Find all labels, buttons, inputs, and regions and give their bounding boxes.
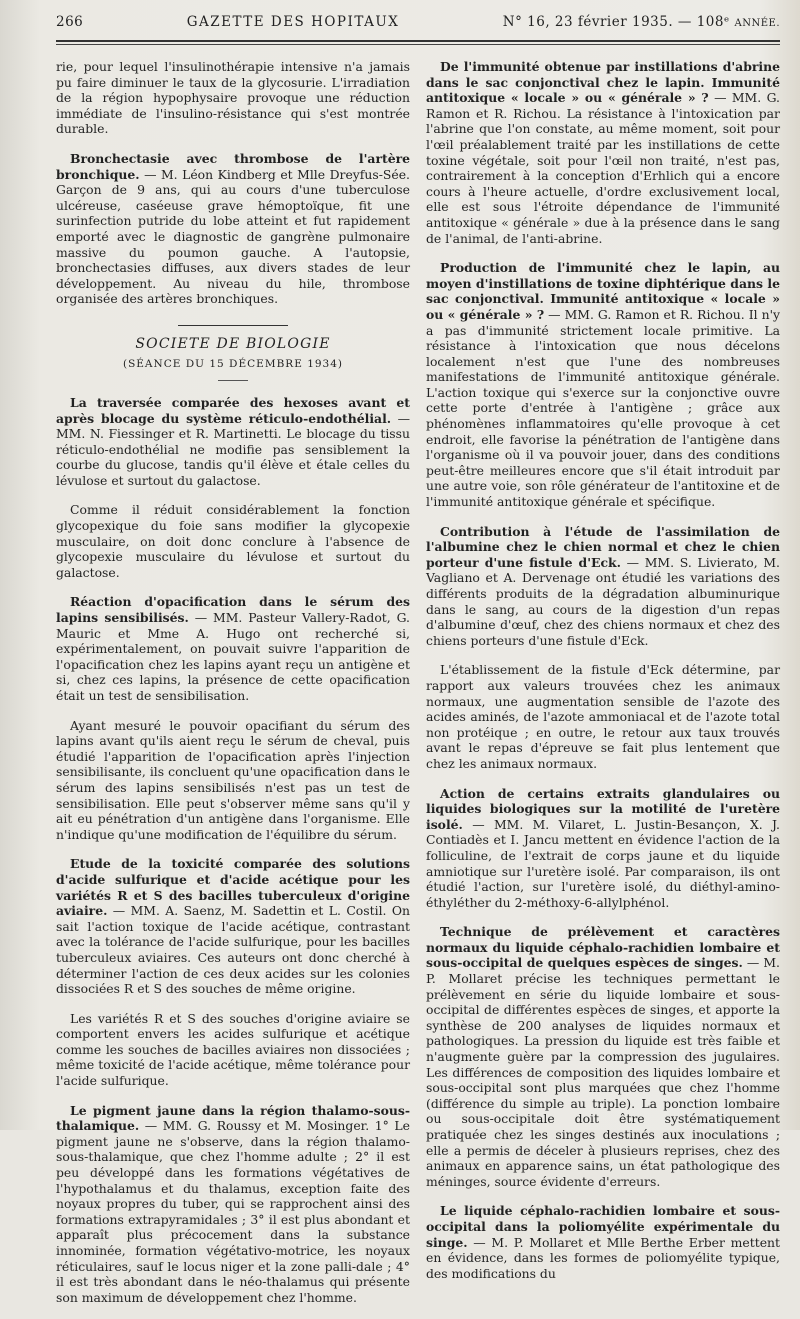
paragraph-heading: Réaction d'opacification dans le sérum des lapins sensibilisés.: [56, 594, 410, 626]
section-date: (SÉANCE DU 15 DÉCEMBRE 1934): [122, 357, 344, 370]
paragraph-heading: Action de certains extraits glandulaires ou liquides biologiques sur la motilité de l'uretère isolé.: [426, 785, 780, 832]
paragraph: [56, 594, 410, 703]
paragraph: [426, 524, 780, 649]
paragraph-heading: Etude de la toxicité comparée des solutions d'acide sulfurique et d'acide acétique pour les variétés R et S des bacilles tuberculeux d'origine aviaire.: [56, 856, 410, 919]
paragraph-body: — MM. G. Ramon et R. Richou. La résistance à l'intoxication par l'abrine que l'on constate, au même moment, soit pour l'œil préalablement traité par les instillations de cette toxine végétale, soit pour l'œil non traité, n'est pas, contrairement à la conception d'Erhlich qui a encore cours à l'heure actuelle, d'ordre exclusivement local, elle est sous l'étroite dépendance de l'immunité antitoxique « générale » due à la présence dans le sang de l'animal, de l'anti-abrine.: [426, 90, 780, 246]
paragraph: L'établissement de la fistule d'Eck détermine, par rapport aux valeurs trouvées chez les animaux normaux, une augmentation sensible de l'azote des acides aminés, de l'azote ammoniacal et de l'azote total non protéique ; en outre, le retour aux taux trouvés avant le repas d'épreuve se fait plus lentement que chez les animaux normaux.: [426, 662, 780, 771]
page-number: 266: [56, 14, 84, 30]
paragraph-body: — MM. Pasteur Vallery-Radot, G. Mauric et Mme A. Hugo ont recherché si, expérimentalement, on pouvait suivre l'apparition de l'opacification chez les lapins ayant reçu un antigène et si, chez ces lapins, la présence de cette opacification était un test de sensibilisation.: [56, 610, 410, 703]
section-rule: [178, 325, 288, 326]
paragraph-body: — M. P. Mollaret précise les techniques permettant le prélèvement en série du liquide lombaire et sous-occipital de différentes espèces de singes, et apporte la synthèse de 200 analyses de liquides normaux et pathologiques. La pression du liquide est très faible et n'augmente guère par la compression des jugulaires. Les différences de composition des liquides lombaire et sous-occipital sont plus marquées que chez l'homme (différence du simple au triple). La ponction lombaire ou sous-occipitale doit être systématiquement pratiquée chez les singes destinés aux inoculations ; elle a permis de déceler à plusieurs reprises, chez des animaux en apparence sains, un état pathologique des méninges, source évidente d'erreurs.: [426, 955, 780, 1189]
header-rule: [56, 44, 780, 45]
paragraph-heading: Contribution à l'étude de l'assimilation de l'albumine chez le chien normal et chez le chien porteur d'une fistule d'Eck.: [426, 523, 780, 570]
paragraph-heading: La traversée comparée des hexoses avant et après blocage du système réticulo-endothélial.: [56, 394, 410, 426]
paragraph-body: — M. P. Mollaret et Mlle Berthe Erber mettent en évidence, dans les formes de poliomyélite typique, des modifications du: [426, 1234, 780, 1281]
paragraph-body: — MM. S. Livierato, M. Vagliano et A. Dervenage ont étudié les variations des différents produits de la dégradation albuminurique dans le sang, au cours de la digestion d'un repas d'albumine d'œuf, chez des chiens normaux et chez des chiens porteurs d'une fistule d'Eck.: [426, 554, 780, 648]
paragraph-heading: De l'immunité obtenue par instillations d'abrine dans le sac conjonctival chez le lapin. Immunité antitoxique « locale » ou « générale » ?: [426, 59, 780, 106]
paragraph: [426, 924, 780, 1189]
section-title: SOCIETE DE BIOLOGIE: [135, 335, 331, 352]
paragraph-heading: Le pigment jaune dans la région thalamo-sous-thalamique.: [56, 1102, 410, 1134]
paragraph-body: — MM. A. Saenz, M. Sadettin et L. Costil. On sait l'action toxique de l'acide acétique, contrastant avec la tolérance de l'acide sulfurique, pour les bacilles tuberculeux aviaires. Ces auteurs ont donc cherché à déterminer l'action de ces deux acides sur les colonies dissociées R et S des souches de même origine.: [56, 903, 410, 997]
paragraph: [426, 260, 780, 510]
article-columns: [56, 59, 780, 1319]
paragraph: rie, pour lequel l'insulinothérapie intensive n'a jamais pu faire diminuer le taux de la glycosurie. L'irradiation de la région hypophysaire provoque une réduction immédiate de l'insulino-résistance qui s'est montrée durable.: [56, 59, 410, 137]
paragraph: [56, 856, 410, 996]
paragraph: [426, 786, 780, 911]
issue-date: N° 16, 23 février 1935. — 108ᵉ: [502, 14, 735, 30]
paragraph: [426, 59, 780, 246]
paragraph-heading: Production de l'immunité chez le lapin, au moyen d'instillations de toxine diphtérique dans le sac conjonctival. Immunité antitoxique « locale » ou « générale » ?: [426, 260, 780, 322]
issue-year-suffix: ANNÉE.: [734, 18, 780, 29]
paragraph-body: — MM. G. Ramon et R. Richou. Il n'y a pas d'immunité strictement locale primitive. La résistance à l'intoxication que nous décelons localement n'est que l'une des nombreuses manifestations de l'immunité antitoxique générale. L'action toxique qui s'exerce sur la conjonctive ouvre cette porte d'entrée à l'antigène ; grâce aux phénomènes inflammatoires qu'elle provoque à cet endroit, elle favorise la pénétration de l'antigène dans l'organisme où il va pouvoir jouer, dans des conditions peut-être meilleures encore que s'il était introduit par une autre voie, son rôle générateur de l'antitoxine et de l'immunité antitoxique générale et spécifique.: [426, 306, 780, 510]
section-heading: [56, 325, 410, 381]
paragraph: Ayant mesuré le pouvoir opacifiant du sérum des lapins avant qu'ils aient reçu le sérum de cheval, puis étudié l'apparition de l'opacification après l'injection sensibilisante, ils concluent qu'une opacification dans le sérum des lapins sensibilisés n'est pas un test de sensibilisation. Elle peut s'observer même sans qu'il y ait eu pénétration d'un antigène dans l'organisme. Elle n'indique qu'une modification de l'équilibre du sérum.: [56, 717, 410, 842]
issue-info: [503, 14, 780, 30]
right-column: [426, 59, 780, 1319]
section-rule-short: [218, 380, 248, 381]
paragraph: [426, 1203, 780, 1281]
paragraph: Comme il réduit considérablement la fonction glycopexique du foie sans modifier la glycopexie musculaire, on doit donc conclure à l'absence de glycopexie musculaire du lévulose et surtout du galactose.: [56, 502, 410, 580]
paragraph-body: — M. Léon Kindberg et Mlle Dreyfus-Sée. Garçon de 9 ans, qui au cours d'une tuberculose ulcéreuse, caséeuse grave hémoptoïque, fit une surinfection putride du lobe atteint et fut rapidement emporté avec le diagnostic de gangrène pulmonaire massive du poumon gauche. A l'autopsie, bronchectasies diffuses, aux divers stades de leur développement. Au niveau du hile, thrombose organisée des artères bronchiques.: [56, 166, 410, 307]
paragraph: [56, 1103, 410, 1306]
paragraph: Les variétés R et S des souches d'origine aviaire se comportent envers les acides sulfurique et acétique comme les souches de bacilles aviaires non dissociées ; même toxicité de l'acide acétique, même tolérance pour l'acide sulfurique.: [56, 1010, 410, 1089]
paragraph-heading: Le liquide céphalo-rachidien lombaire et sous-occipital dans la poliomyélite expérimentale du singe.: [426, 1203, 780, 1250]
paragraph-body: — MM. N. Fiessinger et R. Martinetti. Le blocage du tissu réticulo-endothélial ne modifie pas sensiblement la courbe du glucose, tandis qu'il élève et étale celles du lévulose et surtout du galactose.: [56, 410, 410, 488]
paragraph-heading: Technique de prélèvement et caractères normaux du liquide céphalo-rachidien lombaire et sous-occipital de quelques espèces de singes.: [426, 924, 780, 971]
journal-title: GAZETTE DES HOPITAUX: [186, 14, 400, 30]
page-header: [56, 14, 780, 42]
paragraph-heading: Bronchectasie avec thrombose de l'artère bronchique.: [56, 150, 410, 182]
left-column: [56, 59, 410, 1319]
paragraph: [56, 151, 410, 307]
paragraph: [56, 395, 410, 489]
paragraph-body: — MM. G. Roussy et M. Mosinger. 1° Le pigment jaune ne s'observe, dans la région thalamo-sous-thalamique, que chez l'homme adulte ; 2° il est peu développé dans les formations végétatives de l'hypothalamus et du thalamus, exception faite des noyaux propres du tuber, qui se rapprochent ainsi des formations extrapyramidales ; 3° il est plus abondant et apparaît plus précocement dans la substance innominée, formation végétativo-motrice, les noyaux réticulaires, sauf le locus niger et la zone palli-dale ; 4° il est très abondant dans le néo-thalamus qui présente son maximum de développement chez l'homme.: [56, 1118, 410, 1305]
paragraph-body: — MM. M. Vilaret, L. Justin-Besançon, X. J. Contiadès et I. Jancu mettent en évidence l'action de la folliculine, de l'extrait de corps jaune et du liquide amniotique sur l'uretère isolé. Par comparaison, ils ont étudié l'action, sur l'uretère isolé, du diéthyl-amino-éthyléther du 2-méthoxy-6-allylphénol.: [426, 816, 780, 910]
